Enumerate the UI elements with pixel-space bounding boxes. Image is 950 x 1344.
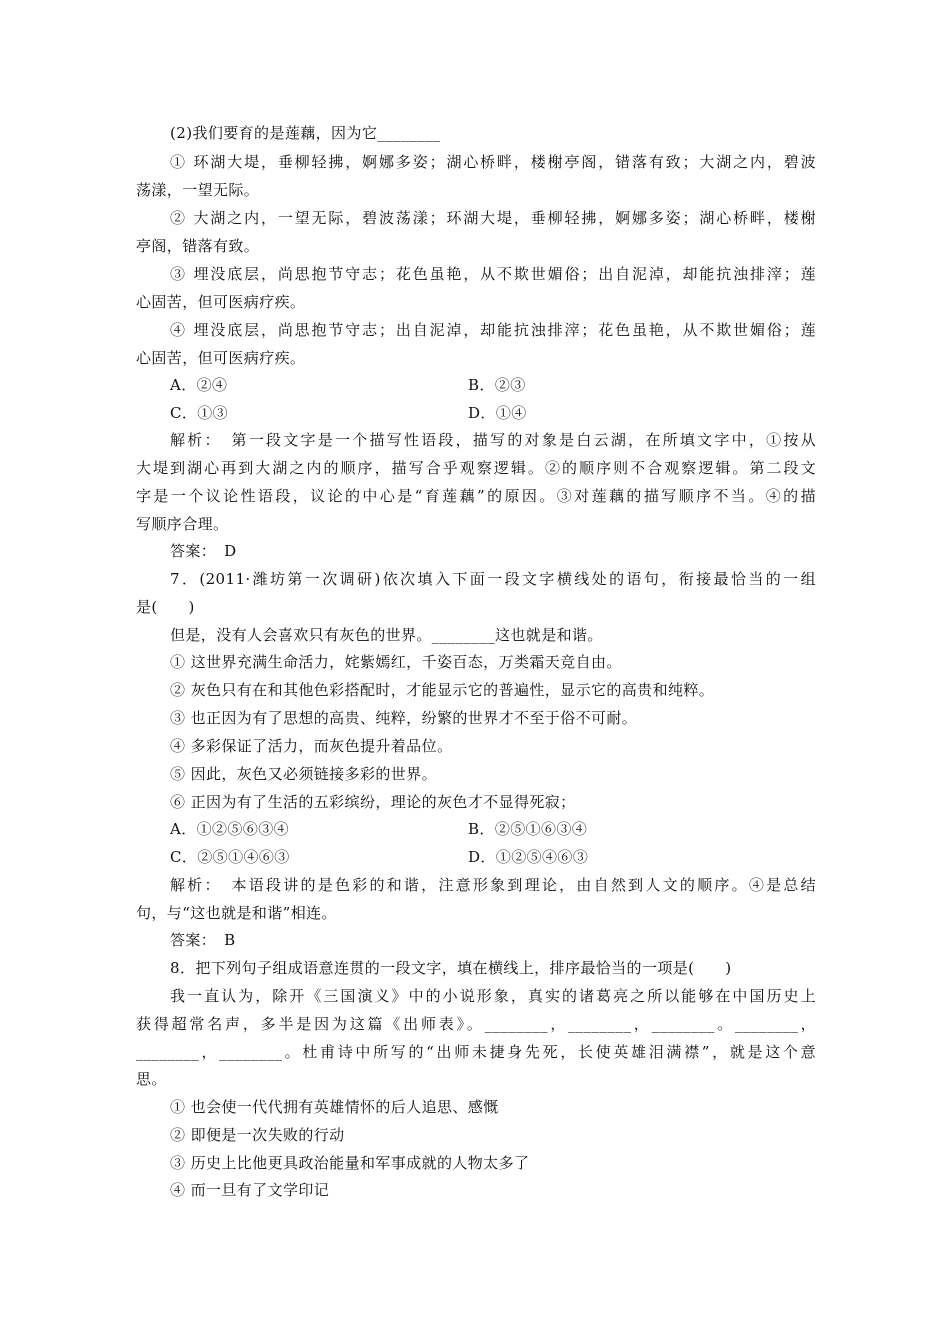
q8-sentence-3: ③ 历史上比他更具政治能量和军事成就的人物太多了 — [170, 1154, 530, 1172]
q7-choice-d: D．①②⑤④⑥③ — [468, 848, 589, 866]
q6-2-option-1: ① 环湖大堤，垂柳轻拂，婀娜多姿；湖心桥畔，楼榭亭阁，错落有致；大湖之内，碧波 — [170, 153, 816, 171]
q6-2-option-3: ③ 埋没底层，尚思抱节守志；花色虽艳，从不欺世媚俗；出自泥淖，却能抗浊排滓；莲 — [170, 265, 816, 283]
q6-2-option-2-cont: 亭阁，错落有致。 — [136, 237, 260, 255]
q8-passage: 我一直认为，除开《三国演义》中的小说形象，真实的诸葛亮之所以能够在中国历史上 — [170, 987, 816, 1005]
q7-stem: 7．(2011·潍坊第一次调研)依次填入下面一段文字横线处的语句，衔接最恰当的一组 — [170, 570, 816, 588]
q6-2-choice-d: D．①④ — [468, 404, 527, 422]
q7-analysis: 解析： 本语段讲的是色彩的和谐，注意形象到理论，由自然到人文的顺序。④是总结 — [170, 876, 816, 894]
q6-2-choice-c: C．①③ — [170, 404, 229, 422]
q7-choice-b: B．②⑤①⑥③④ — [468, 820, 588, 838]
q6-2-option-2: ② 大湖之内，一望无际，碧波荡漾；环湖大堤，垂柳轻拂，婀娜多姿；湖心桥畔，楼榭 — [170, 209, 816, 227]
q8-sentence-1: ① 也会使一代代拥有英雄情怀的后人追思、感慨 — [170, 1098, 499, 1116]
q7-stem-cont: 是( ) — [136, 598, 195, 616]
q8-passage-cont: 获得超常名声，多半是因为这篇《出师表》。________，________，________。________， — [136, 1015, 816, 1033]
q6-2-option-3-cont: 心固苦，但可医病疗疾。 — [136, 293, 306, 311]
q7-choice-a: A．①②⑤⑥③④ — [170, 820, 290, 838]
q6-2-choice-b: B．②③ — [468, 376, 526, 394]
q6-2-option-1-cont: 荡漾，一望无际。 — [136, 181, 260, 199]
q7-analysis-cont: 句，与“这也就是和谐”相连。 — [136, 904, 337, 922]
q8-stem: 8．把下列句子组成语意连贯的一段文字，填在横线上，排序最恰当的一项是( ) — [170, 959, 732, 977]
q7-choice-c: C．②⑤①④⑥③ — [170, 848, 290, 866]
q7-answer: 答案： B — [170, 931, 236, 949]
q7-sentence-4: ④ 多彩保证了活力，而灰色提升着品位。 — [170, 737, 453, 755]
q6-2-analysis-cont: 大堤到湖心再到大湖之内的顺序，描写合乎观察逻辑。②的顺序则不合观察逻辑。第二段文 — [136, 459, 816, 477]
q6-2-option-4-cont: 心固苦，但可医病疗疾。 — [136, 349, 306, 367]
q6-2-option-4: ④ 埋没底层，尚思抱节守志；出自泥淖，却能抗浊排滓；花色虽艳，从不欺世媚俗；莲 — [170, 321, 816, 339]
q6-2-analysis-cont: 写顺序合理。 — [136, 515, 229, 533]
q6-2-choice-a: A．②④ — [170, 376, 228, 394]
q6-2-answer: 答案： D — [170, 542, 237, 560]
q7-sentence-1: ① 这世界充满生命活力，姹紫嫣红，千姿百态，万类霜天竞自由。 — [170, 653, 622, 671]
q7-sentence-6: ⑥ 正因为有了生活的五彩缤纷，理论的灰色才不显得死寂； — [170, 793, 576, 811]
q8-passage-cont: ________，________。杜甫诗中所写的“出师未捷身先死，长使英雄泪满襟”，就是这个意 — [136, 1043, 816, 1061]
q8-sentence-2: ② 即便是一次失败的行动 — [170, 1126, 345, 1144]
q7-sentence-5: ⑤ 因此，灰色又必须链接多彩的世界。 — [170, 765, 437, 783]
q7-sentence-2: ② 灰色只有在和其他色彩搭配时，才能显示它的普遍性，显示它的高贵和纯粹。 — [170, 681, 715, 699]
q8-sentence-4: ④ 而一旦有了文学印记 — [170, 1181, 330, 1199]
q7-sentence-3: ③ 也正因为有了思想的高贵、纯粹，纷繁的世界才不至于俗不可耐。 — [170, 709, 638, 727]
q7-passage: 但是，没有人会喜欢只有灰色的世界。________这也就是和谐。 — [170, 626, 603, 644]
q6-2-analysis-cont: 字是一个议论性语段，议论的中心是“育莲藕”的原因。③对莲藕的描写顺序不当。④的描 — [136, 487, 816, 505]
q6-2-analysis: 解析： 第一段文字是一个描写性语段，描写的对象是白云湖，在所填文字中，①按从 — [170, 431, 816, 449]
q8-passage-cont: 思。 — [136, 1070, 167, 1088]
q6-2-stem: (2)我们要育的是莲藕，因为它________ — [170, 124, 441, 142]
